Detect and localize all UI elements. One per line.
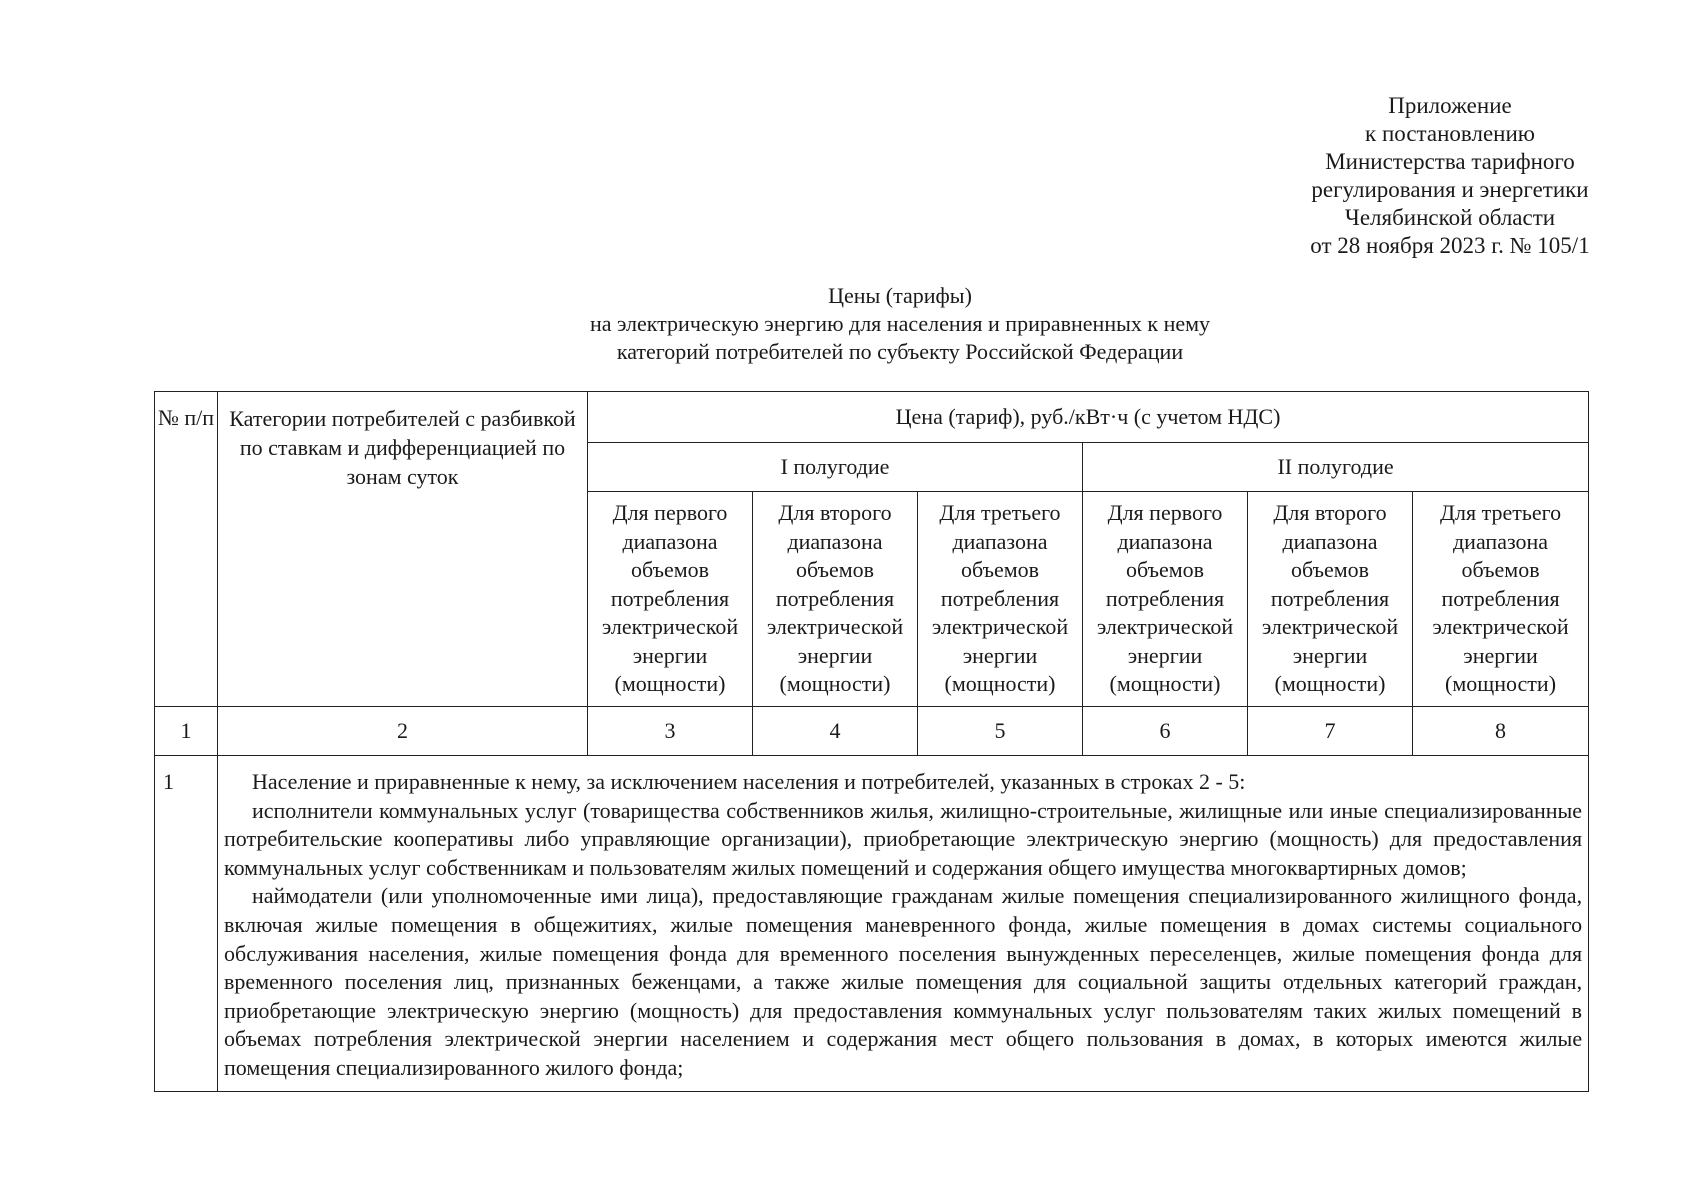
column-number: 5 xyxy=(918,707,1083,756)
header-half-year-1: I полугодие xyxy=(588,443,1083,492)
row-paragraph: исполнители коммунальных услуг (товарищества собственников жилья, жилищно-строительные, жилищные или иные специализированные потребительские кооперативы либо управляющие организации), приобретающие электрическую энергию (мощность) для предоставления коммунальных услуг собственникам и пользователям жилых помещений и содержания общего имущества многоквартирных домов; xyxy=(224,797,1583,880)
column-number: 2 xyxy=(218,707,588,756)
approval-line: к постановлению xyxy=(1365,121,1535,146)
column-number-row xyxy=(155,707,1589,756)
approval-stamp-block xyxy=(1260,92,1640,260)
column-number: 7 xyxy=(1248,707,1413,756)
approval-line: Челябинской области xyxy=(1344,205,1556,230)
column-number: 4 xyxy=(753,707,918,756)
header-range-first: Для первого диапазона объемов потребления электрической энергии (мощности) xyxy=(588,492,753,707)
header-range-third: Для третьего диапазона объемов потребления электрической энергии (мощности) xyxy=(918,492,1083,707)
header-range-second: Для второго диапазона объемов потребления электрической энергии (мощности) xyxy=(753,492,918,707)
header-half-year-2: II полугодие xyxy=(1083,443,1589,492)
title-line: категорий потребителей по субъекту Российской Федерации xyxy=(616,339,1184,364)
approval-line: регулирования и энергетики xyxy=(1311,177,1589,202)
approval-date-number: от 28 ноября 2023 г. № 105/1 xyxy=(1310,233,1590,258)
column-number: 1 xyxy=(155,707,218,756)
row-paragraph: наймодатели (или уполномоченные ими лица), предоставляющие гражданам жилые помещения специализированного жилищного фонда, включая жилые помещения в общежитиях, жилые помещения маневренного фонда, жилые помещения в домах системы социального обслуживания населения, жилые помещения фонда для временного поселения вынужденных переселенцев, жилые помещения фонда для временного поселения лиц, признанных беженцами, а также жилые помещения для социальной защиты отдельных категорий граждан, приобретающие электрическую энергию (мощность) для предоставления коммунальных услуг пользователям таких жилых помещений в объемах потребления электрической энергии населением и содержания мест общего пользования в домах, в которых имеются жилые помещения специализированного жилого фонда; xyxy=(224,883,1583,1080)
approval-line: Министерства тарифного xyxy=(1325,149,1575,174)
column-number: 3 xyxy=(588,707,753,756)
row-paragraph: Население и приравненные к нему, за исключением населения и потребителей, указанных в строках 2 - 5: xyxy=(252,769,1246,794)
row-number: 1 xyxy=(155,756,218,1092)
header-price: Цена (тариф), руб./кВт·ч (с учетом НДС) xyxy=(588,392,1589,443)
header-range-second: Для второго диапазона объемов потребления электрической энергии (мощности) xyxy=(1248,492,1413,707)
header-range-third: Для третьего диапазона объемов потребления электрической энергии (мощности) xyxy=(1413,492,1589,707)
table-row xyxy=(155,756,1589,1092)
approval-line: Приложение xyxy=(1388,93,1512,118)
header-num: № п/п xyxy=(155,392,218,707)
header-category: Категории потребителей с разбивкой по ставкам и дифференциацией по зонам суток xyxy=(218,392,588,707)
column-number: 8 xyxy=(1413,707,1589,756)
column-number: 6 xyxy=(1083,707,1248,756)
title-line: Цены (тарифы) xyxy=(828,283,972,308)
row-description xyxy=(218,756,1589,1092)
title-line: на электрическую энергию для населения и приравненных к нему xyxy=(589,311,1211,336)
header-range-first: Для первого диапазона объемов потребления электрической энергии (мощности) xyxy=(1083,492,1248,707)
tariff-table xyxy=(154,391,1589,1092)
document-title xyxy=(460,282,1340,366)
